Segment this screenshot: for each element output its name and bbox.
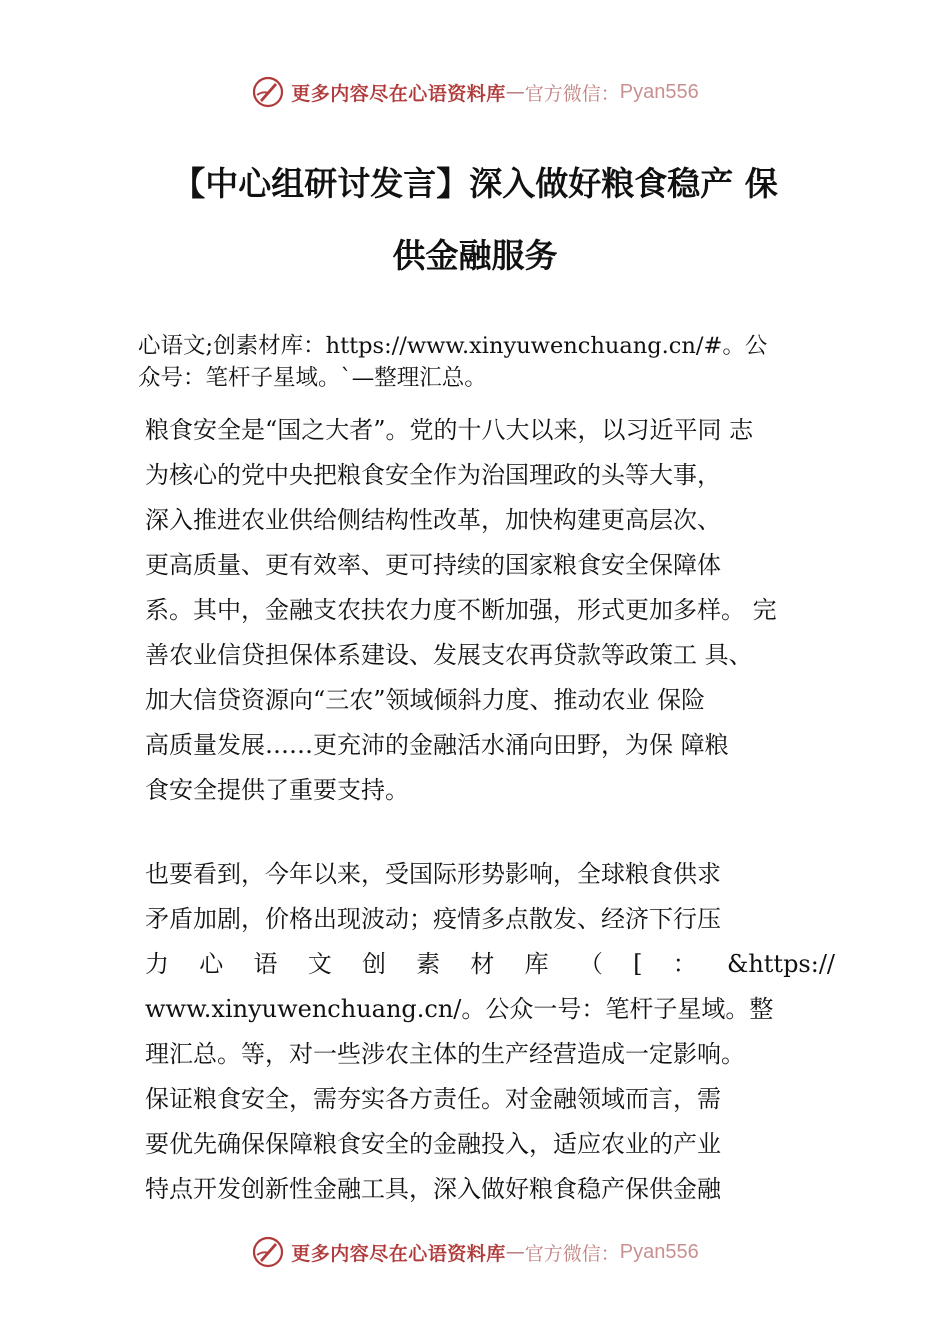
watermark-dash: — xyxy=(505,81,525,103)
paragraph-2 xyxy=(145,852,835,1212)
paragraph-line: 更高质量、更有效率、更可持续的国家粮食安全保障体 xyxy=(145,551,721,579)
spaced-token: 素 xyxy=(416,950,441,978)
paragraph-line: 特点开发创新性金融工具，深入做好粮食稳产保供金融 xyxy=(145,1175,721,1203)
watermark-banner-bottom xyxy=(0,1232,950,1272)
watermark-brand: 更多内容尽在心语资料库 xyxy=(291,82,506,105)
paragraph-line: 保证粮食安全，需夯实各方责任。对金融领域而言，需 xyxy=(145,1085,721,1113)
source-note xyxy=(138,330,843,394)
document-title-line2: 供金融服务 xyxy=(392,236,558,275)
paragraph-line-spaced xyxy=(145,942,835,987)
paragraph-line: 矛盾加剧，价格出现波动；疫情多点散发、经济下行压 xyxy=(145,905,721,933)
paragraph-line: 系。其中，金融支农扶农力度不断加强，形式更加多样。 完 xyxy=(145,596,777,624)
source-note-line2: 众号：笔杆子星域。`—整理汇总。 xyxy=(138,365,487,391)
spaced-token: （ xyxy=(578,950,603,978)
spaced-token: 文 xyxy=(307,950,332,978)
spaced-token: ： xyxy=(672,950,697,978)
spaced-token: 力 xyxy=(145,950,169,978)
watermark-wechat-label: 官方微信： xyxy=(524,1242,620,1265)
watermark-wechat-id: Pyan556 xyxy=(619,1240,699,1263)
quill-seal-icon xyxy=(251,75,285,109)
paragraph-line: 深入推进农业供给侧结构性改革，加快构建更高层次、 xyxy=(145,506,721,534)
spaced-token: &https:// xyxy=(726,950,835,978)
watermark-dash: — xyxy=(505,1241,525,1263)
watermark-banner-top xyxy=(0,72,950,112)
spaced-token: 创 xyxy=(361,950,386,978)
paragraph-line: 也要看到，今年以来，受国际形势影响，全球粮食供求 xyxy=(145,860,721,888)
spaced-token: 心 xyxy=(199,950,224,978)
spaced-token: [ xyxy=(633,950,643,978)
paragraph-line: www.xinyuwenchuang.cn/。公众一号：笔杆子星域。整 xyxy=(145,995,774,1023)
paragraph-line: 加大信贷资源向“三农”领域倾斜力度、推动农业 保险 xyxy=(145,686,706,714)
paragraph-line: 高质量发展……更充沛的金融活水涌向田野，为保 障粮 xyxy=(145,731,729,759)
paragraph-line: 理汇总。等，对一些涉农主体的生产经营造成一定影响。 xyxy=(145,1040,745,1068)
paragraph-line: 善农业信贷担保体系建设、发展支农再贷款等政策工 具、 xyxy=(145,641,753,669)
document-title-line1: 【中心组研讨发言】深入做好粮食稳产 保 xyxy=(172,164,778,203)
spaced-token: 语 xyxy=(253,950,278,978)
quill-seal-icon xyxy=(251,1235,285,1269)
watermark-brand: 更多内容尽在心语资料库 xyxy=(291,1242,506,1265)
paragraph-line: 粮食安全是“国之大者”。党的十八大以来，以习近平同 志 xyxy=(145,416,754,444)
source-note-line1: 心语文;创素材库：https://www.xinyuwenchuang.cn/#。公 xyxy=(138,333,768,359)
paragraph-1 xyxy=(145,408,835,813)
paragraph-line: 食安全提供了重要支持。 xyxy=(145,776,409,804)
spaced-token: 材 xyxy=(470,950,495,978)
paragraph-line: 要优先确保保障粮食安全的金融投入，适应农业的产业 xyxy=(145,1130,721,1158)
watermark-wechat-id: Pyan556 xyxy=(619,80,699,103)
paragraph-line: 为核心的党中央把粮食安全作为治国理政的头等大事， xyxy=(145,461,721,489)
spaced-token: 库 xyxy=(524,950,549,978)
watermark-wechat-label: 官方微信： xyxy=(524,82,620,105)
